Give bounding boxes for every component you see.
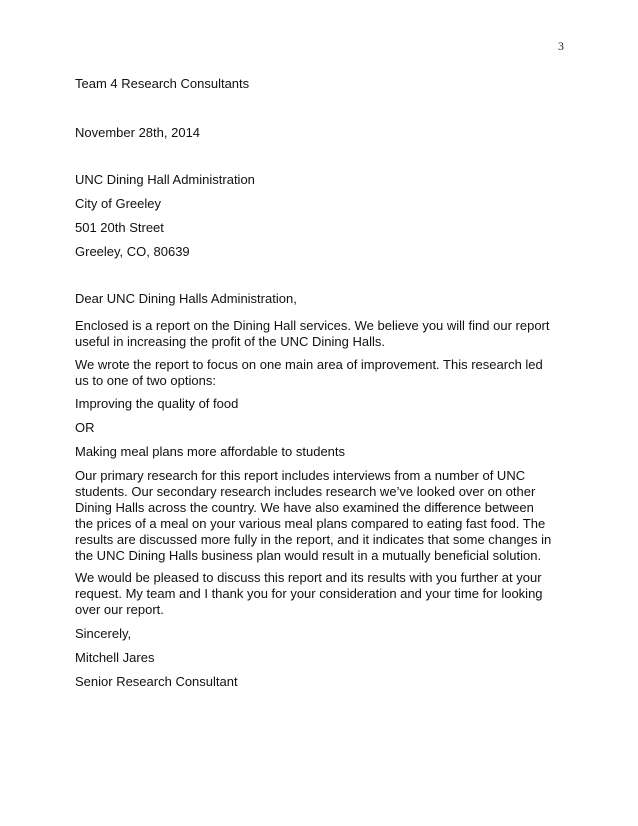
signer-name: Mitchell Jares [75, 650, 155, 665]
option-2: Making meal plans more affordable to students [75, 444, 346, 459]
recipient-line-3: 501 20th Street [75, 220, 164, 235]
salutation: Dear UNC Dining Halls Administration, [75, 291, 297, 306]
closing: Sincerely, [75, 626, 132, 641]
body-paragraph-4: We would be pleased to discuss this report and its results with you further at your request. My team and I thank you for your consideration and your time for looking over our report. [75, 570, 543, 617]
body-paragraph-2: We wrote the report to focus on one main area of improvement. This research led us to one of two options: [75, 357, 543, 388]
signer-title: Senior Research Consultant [75, 674, 238, 689]
sender-name: Team 4 Research Consultants [75, 76, 250, 91]
letter-date: November 28th, 2014 [75, 125, 201, 140]
body-paragraph-1: Enclosed is a report on the Dining Hall services. We believe you will find our report useful in increasing the profit of the UNC Dining Halls. [75, 318, 550, 349]
recipient-line-2: City of Greeley [75, 196, 161, 211]
page-number: 3 [558, 39, 564, 53]
recipient-line-1: UNC Dining Hall Administration [75, 172, 255, 187]
option-1: Improving the quality of food [75, 396, 239, 411]
recipient-line-4: Greeley, CO, 80639 [75, 244, 190, 259]
option-separator: OR [75, 420, 95, 435]
body-paragraph-3: Our primary research for this report includes interviews from a number of UNC students. Our secondary research includes research we’ve looked over on other Dining Halls across the country. We have also examined the difference between the prices of a meal on your various meal plans compared to eating fast food. The results are discussed more fully in the report, and it indicates that some changes in the UNC Dining Halls business plan would result in a mutually beneficial solution. [75, 468, 552, 563]
